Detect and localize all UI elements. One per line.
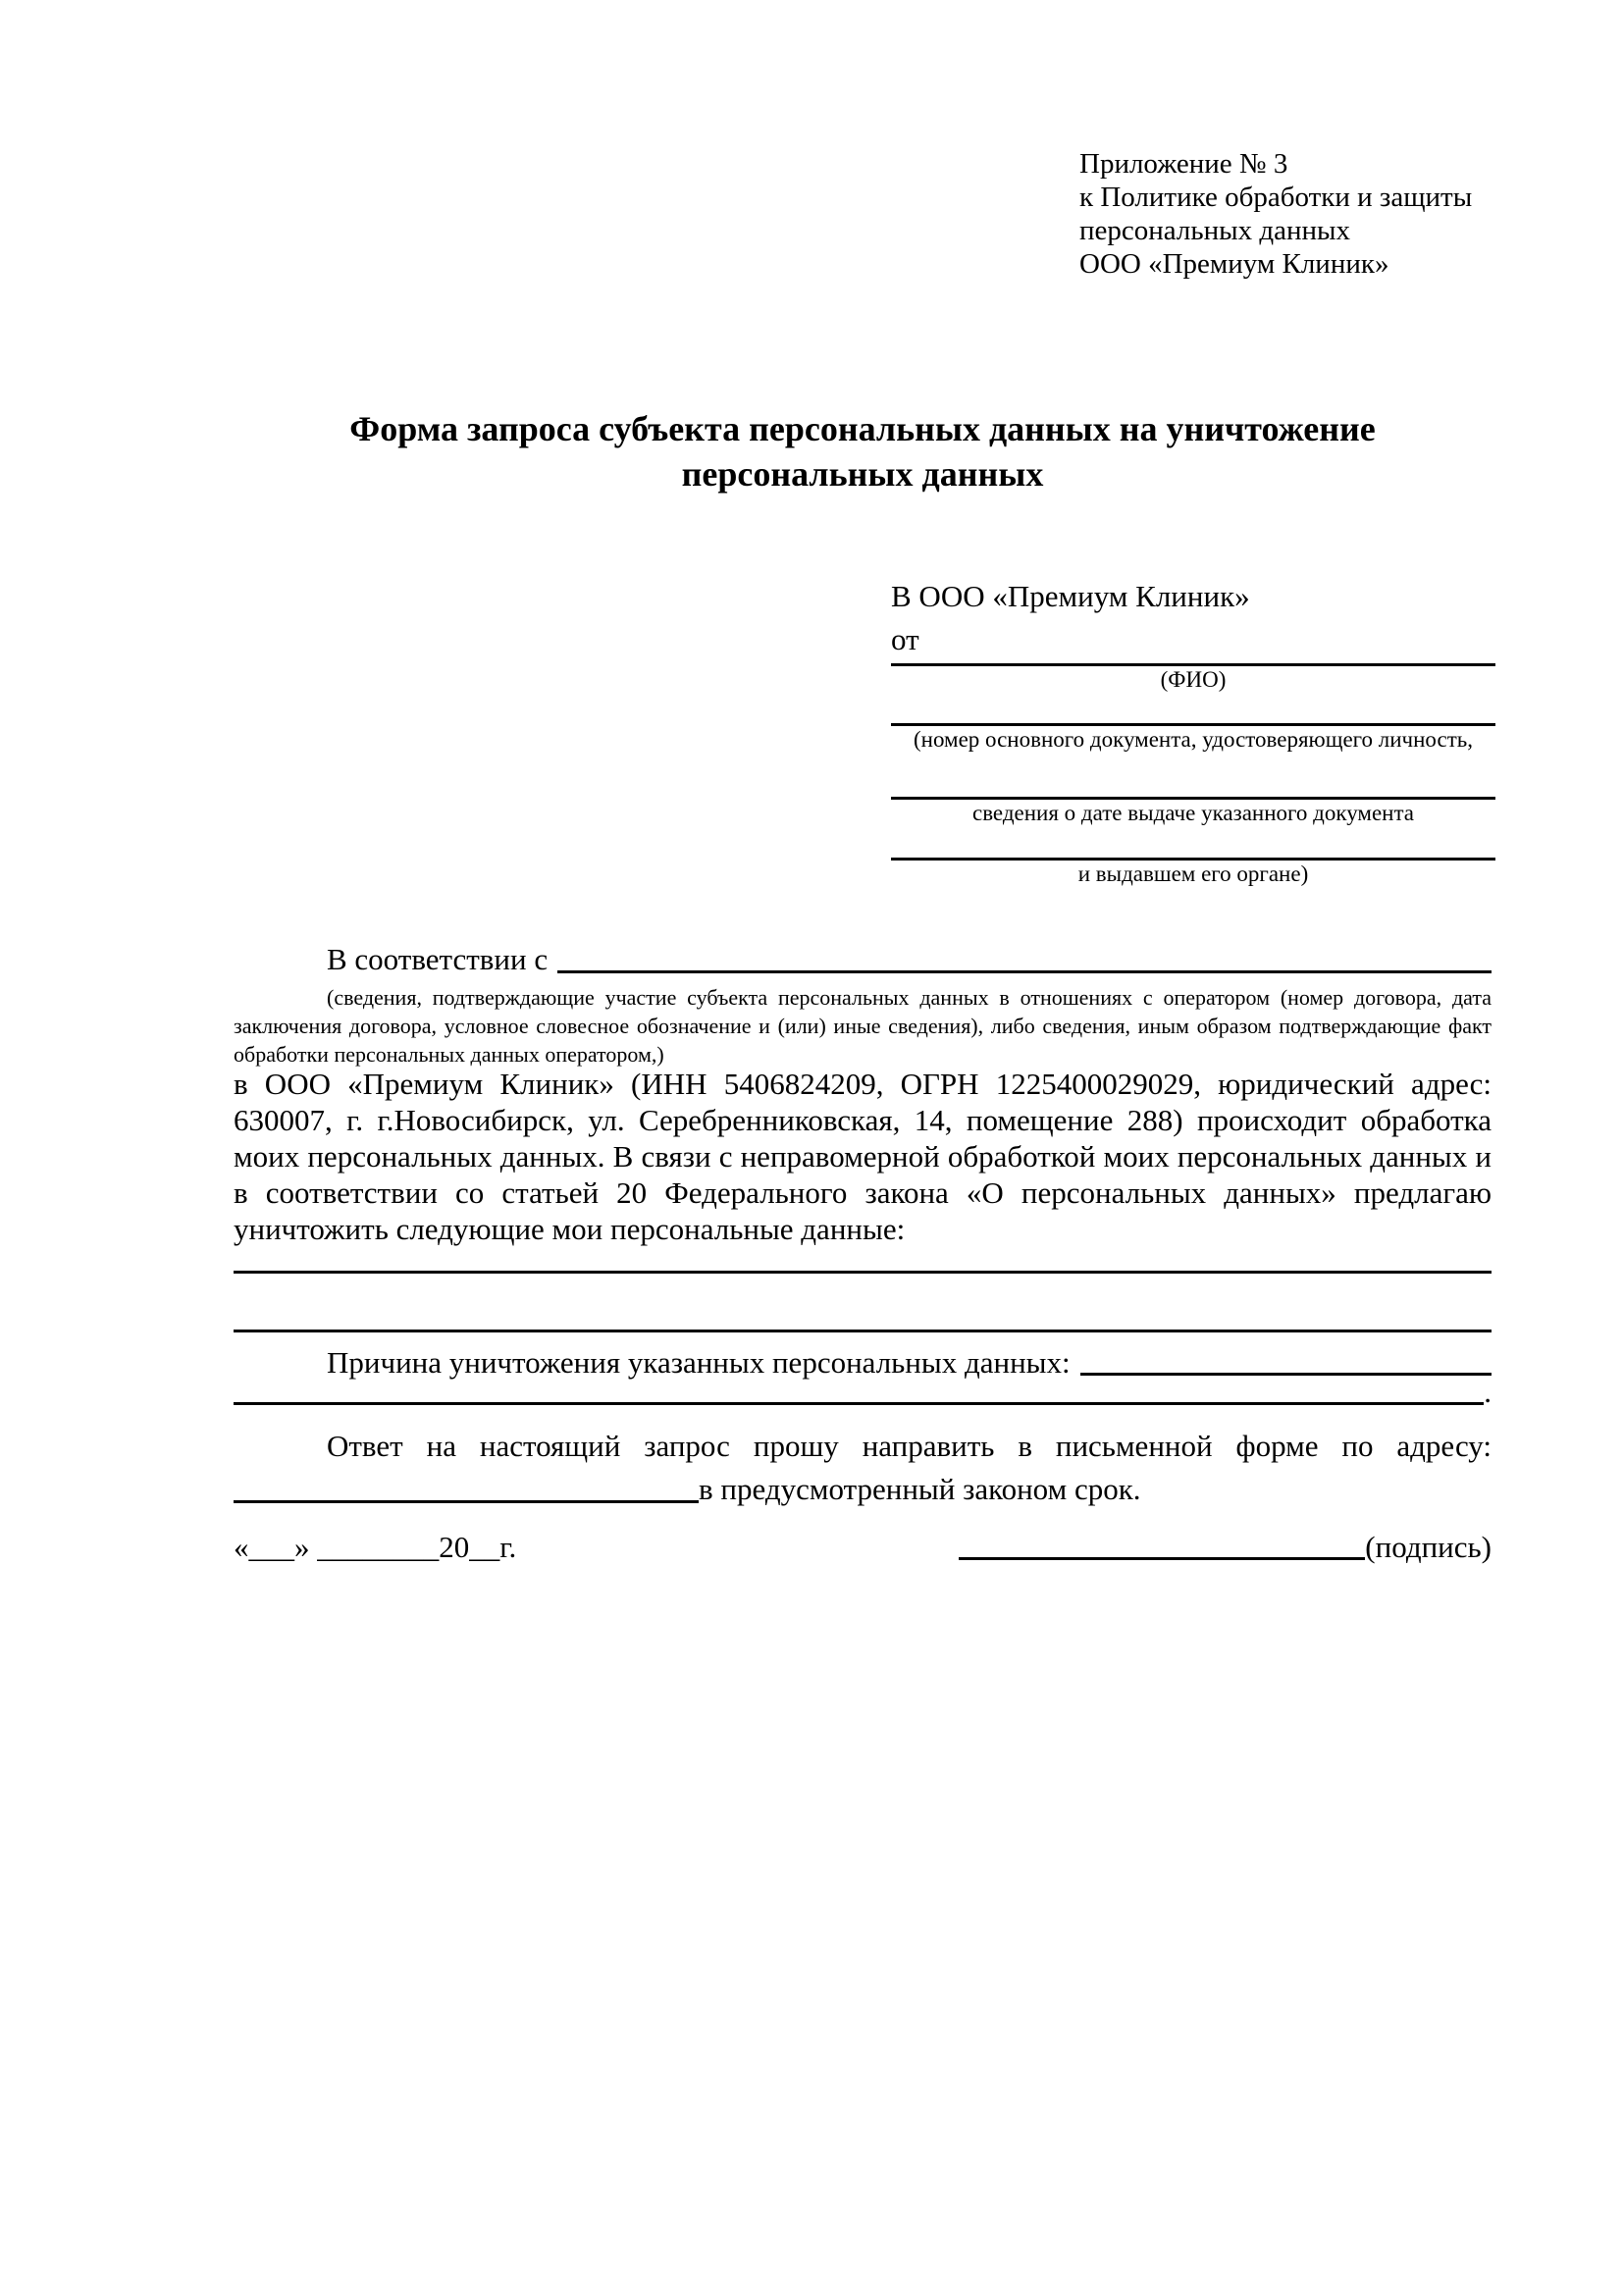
appendix-line-4: ООО «Премиум Клиник» xyxy=(1079,248,1389,280)
appendix-line-1: Приложение № 3 xyxy=(1079,148,1288,180)
appendix-block xyxy=(1079,147,1472,281)
response-line-1: Ответ на настоящий запрос прошу направить в письменной форме по адресу: xyxy=(327,1429,1492,1463)
issuing-authority-caption: и выдавшем его органе) xyxy=(1077,861,1309,886)
signature-blank-line xyxy=(959,1527,1365,1560)
spacer xyxy=(516,1527,959,1568)
issue-date-caption: сведения о дате выдаче указанного документа xyxy=(971,801,1415,825)
accordance-note: (сведения, подтверждающие участие субъекта персональных данных в отношениях с оператором (номер договора, дата заключения договора, условное словесное обозначение и (или) иные сведения), либо сведения, иным образом подтверждающие факт обработки персональных данных оператором,) xyxy=(234,985,1492,1067)
accordance-blank-line xyxy=(557,938,1492,973)
response-block xyxy=(234,1425,1492,1511)
accordance-row xyxy=(234,938,1492,981)
reason-blank-line xyxy=(1080,1342,1492,1376)
appendix-line-2: к Политике обработки и защиты xyxy=(1079,182,1473,213)
document-title xyxy=(234,406,1492,496)
addressee-from: от xyxy=(891,622,919,656)
response-line-2 xyxy=(234,1468,1492,1511)
data-blank-line-2 xyxy=(234,1330,1492,1332)
reason-label: Причина уничтожения указанных персональных данных: xyxy=(327,1345,1071,1380)
accordance-section xyxy=(234,938,1492,1069)
period-mark: . xyxy=(1484,1375,1492,1409)
data-blank-line-1 xyxy=(234,1271,1492,1274)
address-blank-line xyxy=(234,1468,699,1503)
reason-continuation-blank-line xyxy=(234,1372,1484,1405)
addressee-to: В ООО «Премиум Клиник» xyxy=(891,579,1250,613)
id-document-caption: (номер основного документа, удостоверяющего личность, xyxy=(913,727,1473,752)
response-line-2-text: в предусмотренный законом срок. xyxy=(699,1472,1141,1506)
addressee-block xyxy=(891,575,1495,888)
document-title-line-1: Форма запроса субъекта персональных данных на уничтожение xyxy=(349,409,1376,448)
signature-caption: (подпись) xyxy=(1365,1530,1492,1564)
date-signature-row xyxy=(234,1527,1492,1568)
fio-caption: (ФИО) xyxy=(1160,667,1227,692)
body-paragraph: в ООО «Премиум Клиник» (ИНН 5406824209, ОГРН 1225400029029, юридический адрес: 630007, г. г.Новосибирск, ул. Серебренниковская, 14, помещение 288) происходит обработка моих персональных данных. В связи с неправомерной обработкой моих персональных данных и в соответствии со статьей 20 Федерального закона «О персональных данных» предлагаю уничтожить следующие мои персональные данные: xyxy=(234,1067,1492,1246)
accordance-lead: В соответствии с xyxy=(327,942,549,976)
reason-continuation-row xyxy=(234,1372,1492,1413)
appendix-line-3: персональных данных xyxy=(1079,215,1351,246)
document-title-line-2: персональных данных xyxy=(681,454,1044,494)
date-field: «___» ________20__г. xyxy=(234,1530,517,1564)
